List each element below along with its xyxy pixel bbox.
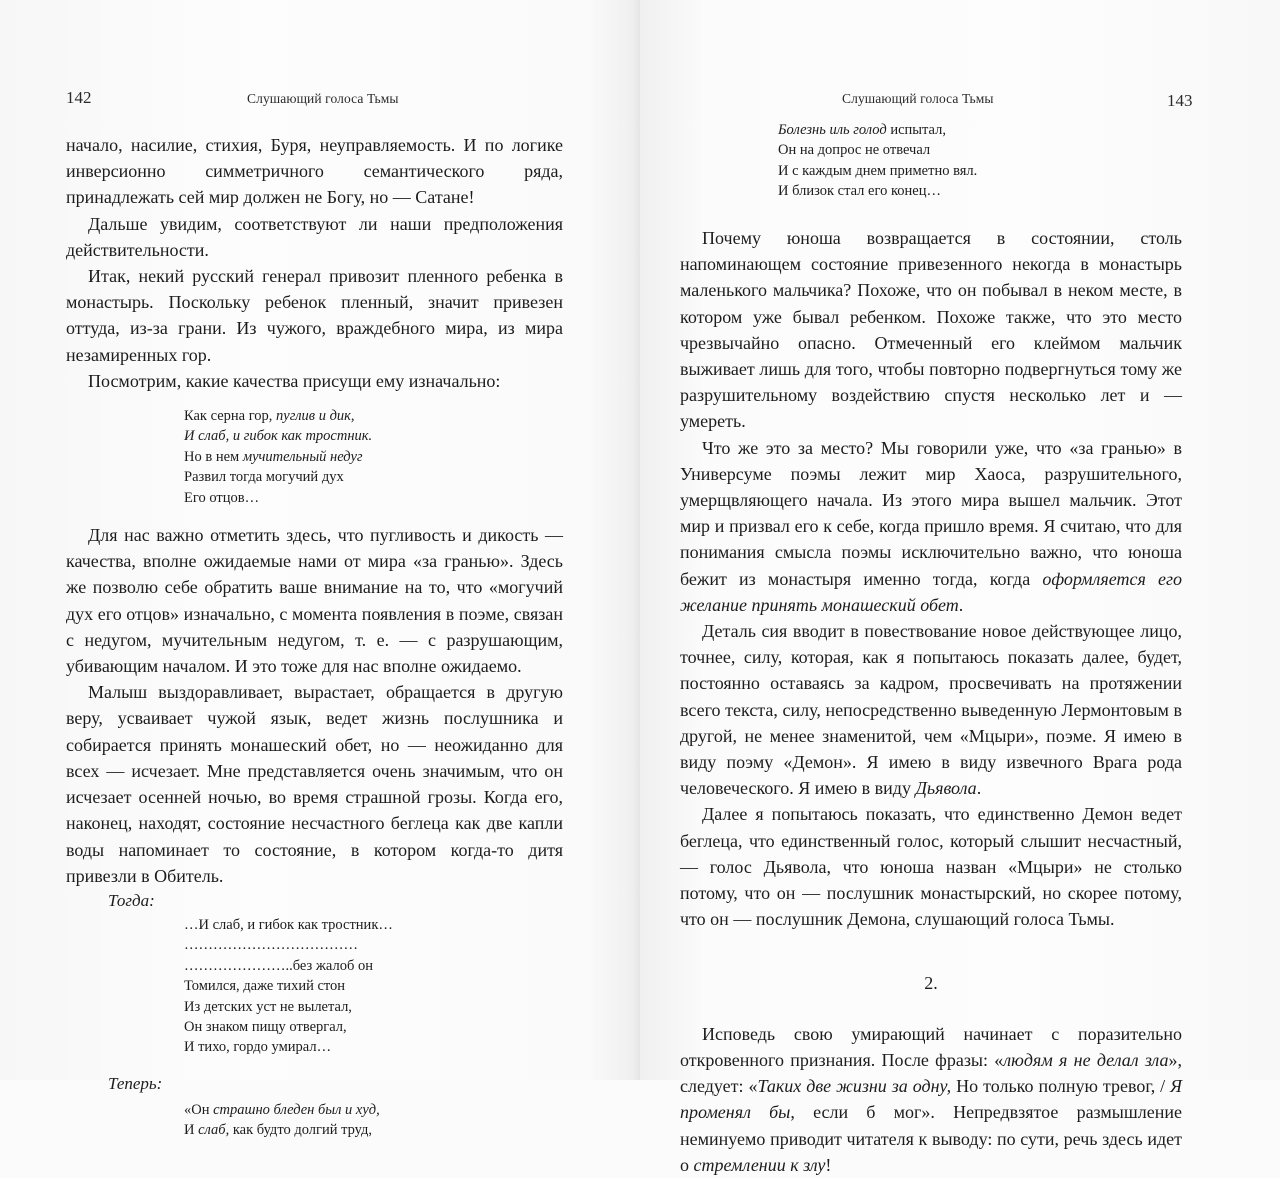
verse-line: И близок стал его конец… xyxy=(778,183,941,200)
verse-quote xyxy=(184,915,563,1058)
paragraph: Малыш выздоравливает, вырастает, обращается в другую веру, усваивает чужой язык, ведет жизнь послушника и собирается принять монашеский обет, но — неожиданно для всех — исчезает. Мне представляется очень значимым, что он исчезает осенней ночью, во время страшной грозы. Когда его, наконец, находят, состояние несчастного беглеца как две капли воды напоминает то состояние, в котором когда-то дитя привезли в Обитель. xyxy=(66,682,563,886)
verse-line: «Он страшно бледен был и худ, xyxy=(184,1101,380,1118)
left-page-body xyxy=(66,132,563,1141)
paragraph: начало, насилие, стихия, Буря, неуправляемость. И по логике инверсионно симметричного семантического ряда, принадлежать сей мир должен не Богу, но — Сатане! xyxy=(66,135,563,208)
paragraph: Исповедь свою умирающий начинает с поразительно откровенного признания. После фразы: «людям я не делал зла», следует: «Таких две жизни за одну, Но только полную тревог, / Я променял бы, если б мог». Непредвзятое размышление неминуемо приводит читателя к выводу: по сути, речь здесь идет о стремлении к злу! xyxy=(680,1023,1183,1175)
section-number: 2. xyxy=(924,973,938,994)
verse-line: Болезнь иль голод испытал, xyxy=(778,122,946,138)
paragraph: Почему юноша возвращается в состоянии, столь напоминающем состояние привезенного некогда в монастырь маленького мальчика? Похоже, что он побывал в неком месте, в котором уже бывал ребенком. Похоже также, что это место чрезвычайно опасно. Отмеченный его клеймом мальчик выживает лишь для того, чтобы повторно подвергнуться тому же разрушительному воздействию спустя несколько лет и — умереть. xyxy=(680,228,1182,432)
paragraph: Итак, некий русский генерал привозит пленного ребенка в монастырь. Поскольку ребенок пленный, значит привезен оттуда, из-за грани. Из чужого, враждебного мира, из мира незамиренных гор. xyxy=(66,266,563,365)
verse-quote xyxy=(778,120,977,202)
verse-line: И с каждым днем приметно вял. xyxy=(778,162,978,179)
verse-line: И слаб, как будто долгий труд, xyxy=(184,1122,373,1139)
page-number: 143 xyxy=(1167,91,1193,110)
paragraph: Посмотрим, какие качества присущи ему изначально: xyxy=(88,370,501,391)
right-page-body xyxy=(680,225,1182,1178)
verse-line: Но в нем мучительный недуг xyxy=(184,448,363,465)
verse-line: И слаб, и гибок как тростник. xyxy=(184,428,373,445)
verse-line: Томился, даже тихий стон xyxy=(184,978,346,995)
running-head: Слушающий голоса Тьмы xyxy=(247,91,399,106)
paragraph: Деталь сия вводит в повествование новое действующее лицо, точнее, силу, которая, как я попытаюсь показать далее, будет, постоянно оставаясь за кадром, просвечивать на протяжении всего текста, силу, непосредственно выведенную Лермонтовым в другой, не менее знаменитой, чем «Мцыри», поэме. Я имею в виду поэму «Демон». Я имею в виду извечного Врага рода человеческого. Я имею в виду Дьявола. xyxy=(680,621,1182,799)
verse-line: Развил тогда могучий дух xyxy=(184,469,344,486)
label-then: Тогда: xyxy=(108,890,155,910)
paragraph: Дальше увидим, соответствуют ли наши предположения действительности. xyxy=(66,213,563,260)
page-number: 142 xyxy=(66,88,92,107)
label-now: Теперь: xyxy=(108,1073,163,1093)
verse-line: …………………..без жалоб он xyxy=(184,957,373,974)
verse-quote xyxy=(184,406,563,508)
paragraph: Для нас важно отметить здесь, что пугливость и дикость — качества, вполне ожидаемые нами от мира «за гранью». Здесь же позволю себе обратить ваше внимание на то, что «могучий дух его отцов» изначально, с момента появления в поэме, связан с недугом, мучительным недугом, т. е. — с разрушающим, убивающим началом. И это тоже для нас вполне ожидаемо. xyxy=(66,525,563,677)
verse-line: Из детских уст не вылетал, xyxy=(184,998,352,1015)
verse-line: Его отцов… xyxy=(184,489,260,506)
left-page xyxy=(0,0,640,1139)
running-head: Слушающий голоса Тьмы xyxy=(842,91,994,106)
verse-line: Он знаком пищу отвергал, xyxy=(184,1018,347,1035)
verse-line: Он на допрос не отвечал xyxy=(778,142,931,159)
paragraph: Что же это за место? Мы говорили уже, что «за гранью» в Универсуме поэмы лежит мир Хаоса, разрушительного, умерщвляющего начала. Из этого мира вышел мальчик. Этот мир и призвал его к себе, когда пришло время. Я считаю, что для понимания смысла поэмы исключительно важно, что юноша бежит из монастыря именно тогда, когда оформляется его желание принять монашеский обет. xyxy=(680,437,1182,615)
verse-line: …И слаб, и гибок как тростник… xyxy=(184,916,393,933)
right-page xyxy=(640,0,1280,1175)
verse-quote xyxy=(184,1100,563,1141)
verse-line: И тихо, гордо умирал… xyxy=(184,1039,332,1056)
verse-line: ……………………………… xyxy=(184,937,358,954)
paragraph: Далее я попытаюсь показать, что единственно Демон ведет беглеца, что единственный голос, который слышит несчастный, — голос Дьявола, что юноша назван «Мцыри» не столько потому, что он — послушник монастырский, но скорее потому, что он — послушник Демона, слушающий голоса Тьмы. xyxy=(680,804,1182,930)
verse-line: Как серна гор, пуглив и дик, xyxy=(184,408,355,425)
